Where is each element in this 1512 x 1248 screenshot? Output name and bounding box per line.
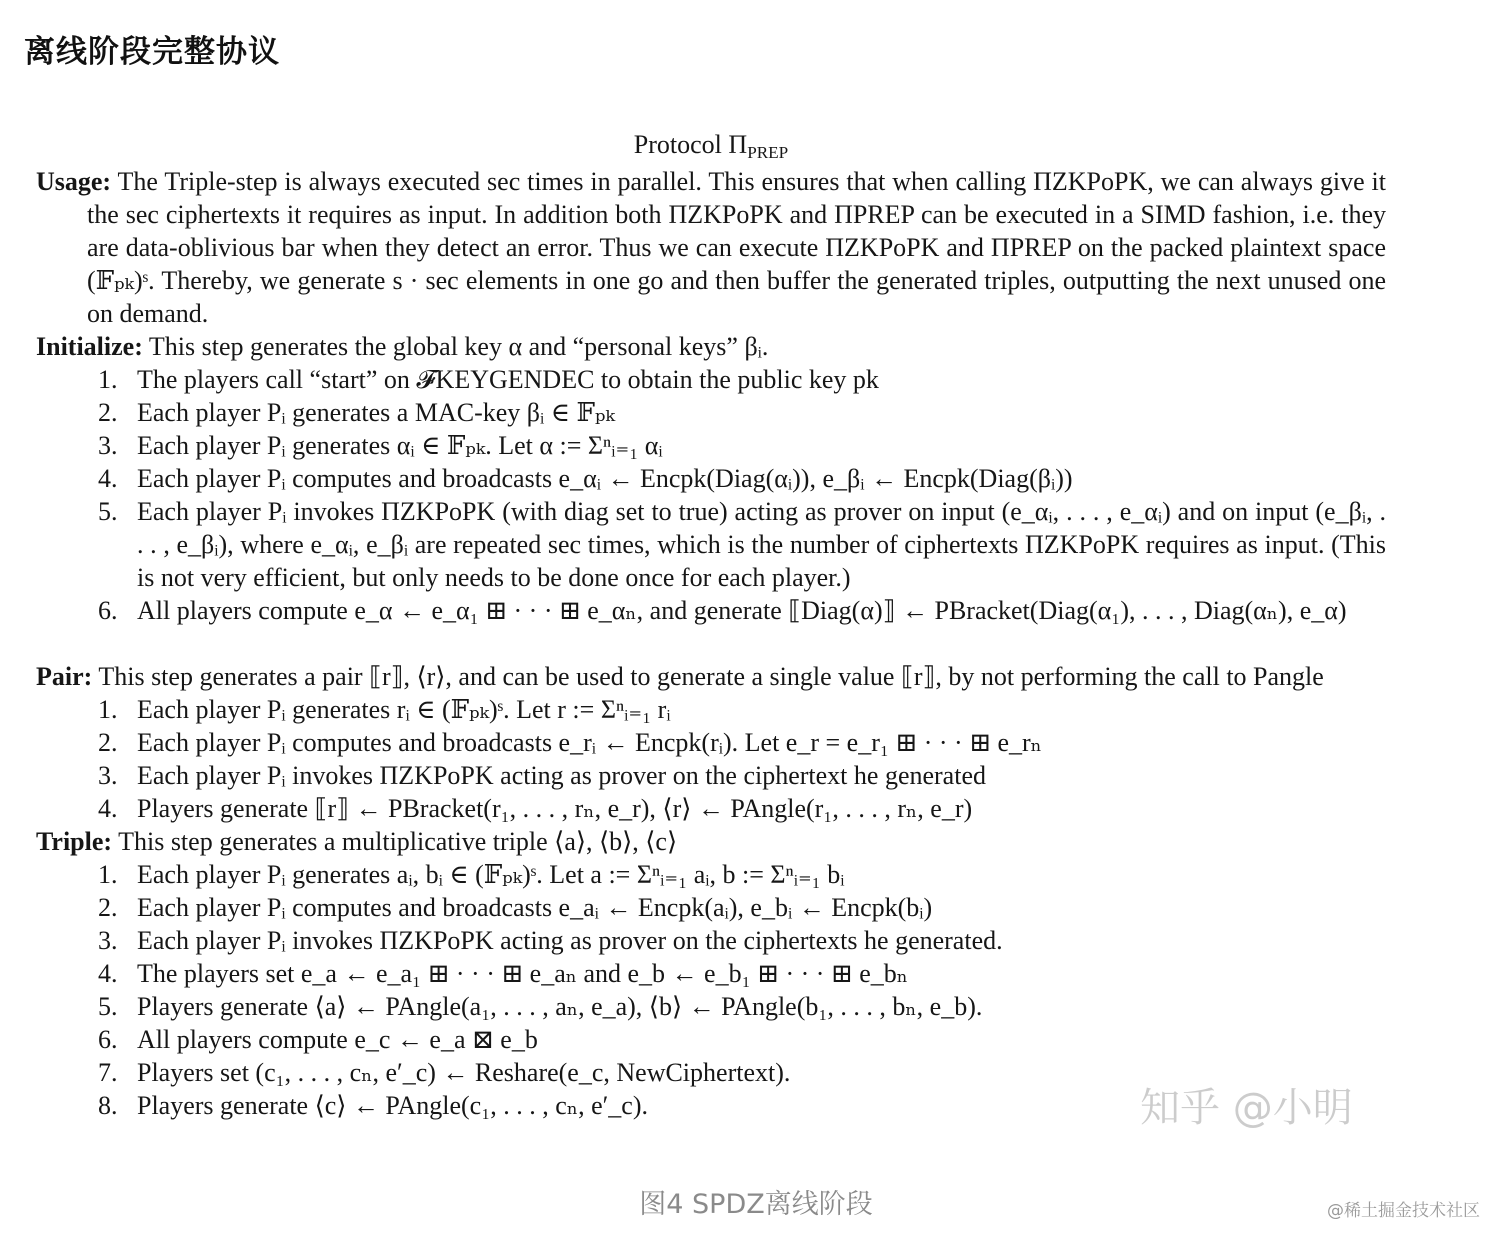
initialize-step: 1. The players call “start” on 𝓕KEYGENDEC to obtain the public key pk: [98, 365, 879, 394]
pair-step: 4. Players generate ⟦r⟧ ← PBracket(r₁, . . . , rₙ, e_r), ⟨r⟩ ← PAngle(r₁, . . . , rₙ, e_r): [98, 794, 973, 823]
initialize-steps: [36, 363, 1386, 627]
triple-step: 8. Players generate ⟨c⟩ ← PAngle(c₁, . . . , cₙ, e′_c).: [98, 1091, 648, 1120]
triple-text: This step generates a multiplicative triple ⟨a⟩, ⟨b⟩, ⟨c⟩: [118, 827, 678, 856]
initialize-step: 6. All players compute e_α ← e_α₁ ⊞ · · · ⊞ e_αₙ, and generate ⟦Diag(α)⟧ ← PBracket(Diag(α₁), . . . , Diag(αₙ), e_α): [98, 596, 1347, 625]
triple-step: 6. All players compute e_c ← e_a ⊠ e_b: [98, 1025, 538, 1054]
pi-symbol: Π: [728, 130, 748, 159]
section-spacer: [36, 627, 1386, 660]
source-watermark: @稀土掘金技术社区: [1327, 1201, 1480, 1221]
pair-paragraph: [36, 660, 1386, 693]
protocol-title-prefix: Protocol: [633, 130, 729, 159]
pair-step: 3. Each player Pᵢ invokes ΠZKPoPK acting as prover on the ciphertext he generated: [98, 761, 986, 790]
triple-step: 1. Each player Pᵢ generates aᵢ, bᵢ ∈ (𝔽ₚₖ)ˢ. Let a := Σⁿᵢ₌₁ aᵢ, b := Σⁿᵢ₌₁ bᵢ: [98, 860, 845, 889]
initialize-step: 4. Each player Pᵢ computes and broadcasts e_αᵢ ← Encpk(Diag(αᵢ)), e_βᵢ ← Encpk(Diag(βᵢ)): [98, 464, 1073, 493]
pair-label: Pair:: [36, 662, 93, 691]
initialize-step: 2. Each player Pᵢ generates a MAC-key βᵢ ∈ 𝔽ₚₖ: [98, 398, 615, 427]
page-heading: 离线阶段完整协议: [24, 34, 280, 70]
protocol-title-name: PREP: [747, 143, 789, 163]
triple-step: 5. Players generate ⟨a⟩ ← PAngle(a₁, . . . , aₙ, e_a), ⟨b⟩ ← PAngle(b₁, . . . , bₙ, e_b).: [98, 992, 983, 1021]
triple-label: Triple:: [36, 827, 113, 856]
initialize-label: Initialize:: [36, 332, 143, 361]
protocol-figure: [36, 128, 1386, 1122]
triple-step: 4. The players set e_a ← e_a₁ ⊞ · · · ⊞ e_aₙ and e_b ← e_b₁ ⊞ · · · ⊞ e_bₙ: [98, 959, 908, 988]
pair-steps: [36, 693, 1386, 825]
initialize-paragraph: [36, 330, 1386, 363]
triple-paragraph: [36, 825, 1386, 858]
zhihu-watermark: 知乎 @小明: [1140, 1085, 1353, 1131]
initialize-text: This step generates the global key α and “personal keys” βᵢ.: [148, 332, 769, 361]
triple-step: 3. Each player Pᵢ invokes ΠZKPoPK acting as prover on the ciphertexts he generated.: [98, 926, 1003, 955]
usage-paragraph: [36, 165, 1386, 330]
triple-step: 2. Each player Pᵢ computes and broadcasts e_aᵢ ← Encpk(aᵢ), e_bᵢ ← Encpk(bᵢ): [98, 893, 933, 922]
figure-caption: 图4 SPDZ离线阶段: [639, 1189, 873, 1220]
triple-step: 7. Players set (c₁, . . . , cₙ, e′_c) ← Reshare(e_c, NewCiphertext).: [98, 1058, 791, 1087]
initialize-step: 5. Each player Pᵢ invokes ΠZKPoPK (with diag set to true) acting as prover on input (e_αᵢ, . . . , e_αᵢ) and on input (e_βᵢ, . . . , e_βᵢ), where e_αᵢ, e_βᵢ are repeated sec times, which is the number of ciphertexts ΠZKPoPK requires as input. (This is not very efficient, but only needs to be done once for each player.): [98, 497, 1386, 592]
pair-step: 2. Each player Pᵢ computes and broadcasts e_rᵢ ← Encpk(rᵢ). Let e_r = e_r₁ ⊞ · · · ⊞ e_rₙ: [98, 728, 1042, 757]
usage-label: Usage:: [36, 167, 112, 196]
pair-text: This step generates a pair ⟦r⟧, ⟨r⟩, and can be used to generate a single value ⟦r⟧, by not performing the call to Pangle: [98, 662, 1324, 691]
initialize-step: 3. Each player Pᵢ generates αᵢ ∈ 𝔽ₚₖ. Let α := Σⁿᵢ₌₁ αᵢ: [98, 431, 663, 460]
usage-text: The Triple-step is always executed sec times in parallel. This ensures that when calling ΠZKPoPK, we can always give it the sec ciphertexts it requires as input. In addition both ΠZKPoPK and ΠPREP can be executed in a SIMD fashion, i.e. they are data-oblivious bar when they detect an error. Thus we can execute ΠZKPoPK and ΠPREP on the packed plaintext space (𝔽ₚₖ)ˢ. Thereby, we generate s · sec elements in one go and then buffer the generated triples, outputting the next unused one on demand.: [87, 167, 1387, 328]
protocol-title: [36, 128, 1386, 164]
pair-step: 1. Each player Pᵢ generates rᵢ ∈ (𝔽ₚₖ)ˢ. Let r := Σⁿᵢ₌₁ rᵢ: [98, 695, 671, 724]
